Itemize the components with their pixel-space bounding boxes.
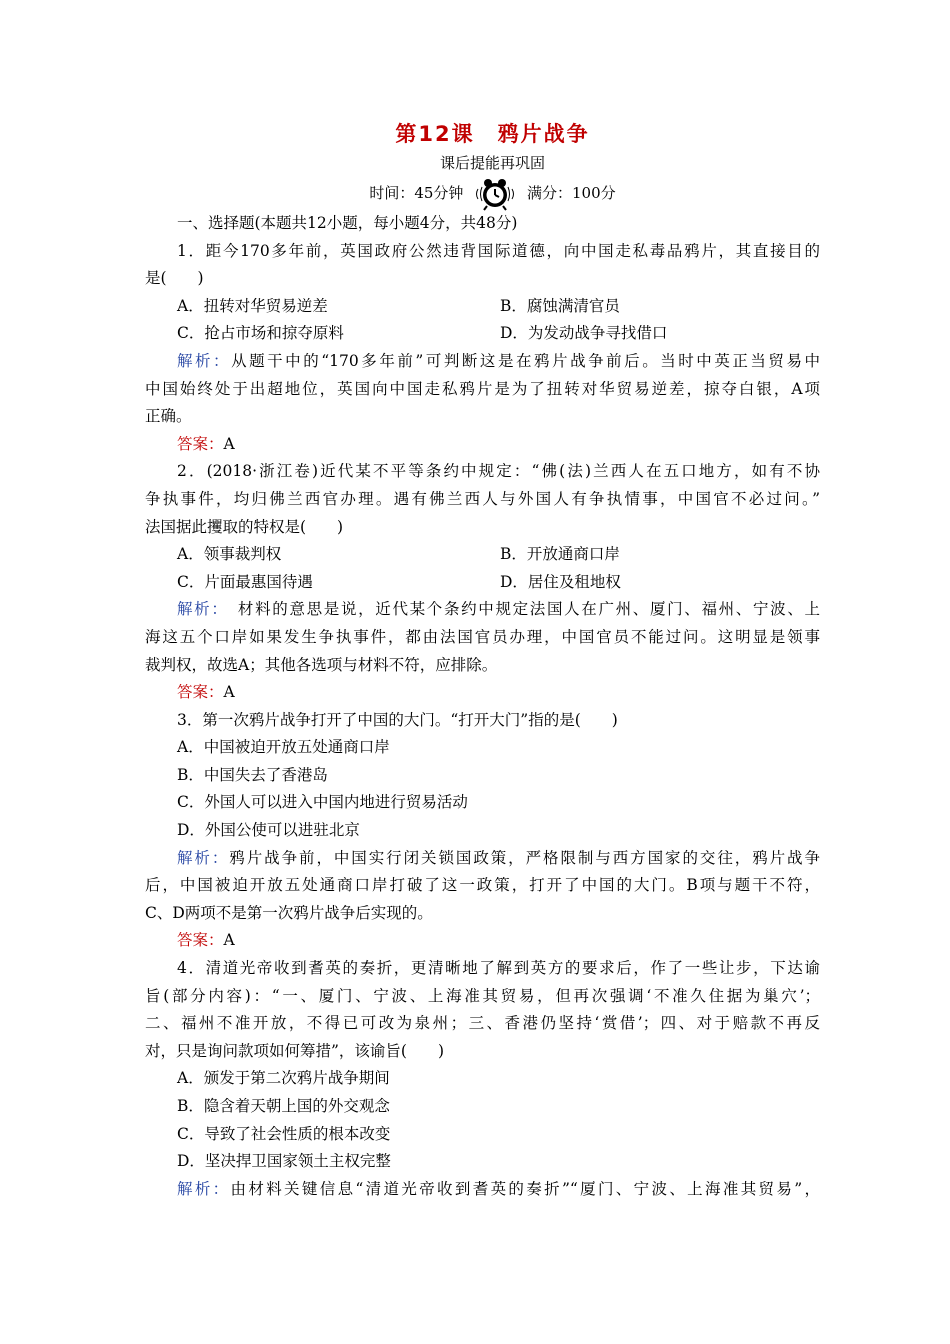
option-a: A．领事裁判权 xyxy=(177,545,282,564)
analysis-line: 中国始终处于出超地位，英国向中国走私鸦片是为了扭转对华贸易逆差，掠夺白银，A项 xyxy=(145,379,820,398)
option-d: D．外国公使可以进驻北京 xyxy=(177,821,360,840)
option-row xyxy=(145,293,820,321)
question-stem-line: 3．第一次鸦片战争打开了中国的大门。“打开大门”指的是( ) xyxy=(177,710,618,729)
time-label: 时间：45分钟 xyxy=(369,184,464,202)
option-d: D．居住及租地权 xyxy=(500,572,621,591)
analysis-line: C、D两项不是第一次鸦片战争后实现的。 xyxy=(145,903,433,922)
question-stem-line: 1．距今170多年前，英国政府公然违背国际道德，向中国走私毒品鸦片，其直接目的 xyxy=(177,241,820,260)
analysis-label: 解析： xyxy=(177,848,230,867)
answer-value: A xyxy=(223,683,235,702)
analysis-text: 从题干中的“170多年前”可判断这是在鸦片战争前后。当时中英正当贸易中 xyxy=(231,351,820,370)
answer-line xyxy=(145,431,820,459)
option-row xyxy=(145,569,820,597)
option-b: B．隐含着天朝上国的外交观念 xyxy=(177,1097,390,1115)
document-page xyxy=(145,118,820,1203)
option-c: C．片面最惠国待遇 xyxy=(177,572,313,591)
question-stem-line: 旨(部分内容)：“一、厦门、宁波、上海准其贸易，但再次强调‘不准久住据为巢穴’； xyxy=(145,986,820,1005)
question-stem-line: 法国据此攫取的特权是( ) xyxy=(145,517,344,536)
answer-label: 答案： xyxy=(177,434,224,453)
analysis-text: 材料的意思是说，近代某个条约中规定法国人在广州、厦门、福州、宁波、上 xyxy=(220,600,820,619)
question-4 xyxy=(145,955,820,1203)
analysis-line: 海这五个口岸如果发生争执事件，都由法国官员办理，中国官员不能过问。这明显是领事 xyxy=(145,627,820,646)
answer-label: 答案： xyxy=(177,683,224,702)
option-b: B．腐蚀满清官员 xyxy=(500,296,620,315)
option-c: C．外国人可以进入中国内地进行贸易活动 xyxy=(177,793,468,812)
analysis-label: 解析： xyxy=(177,600,221,619)
analysis-label: 解析： xyxy=(177,1179,231,1198)
analysis-text: 由材料关键信息“清道光帝收到耆英的奏折”“厦门、宁波、上海准其贸易”， xyxy=(230,1179,820,1198)
section-heading: 一、选择题(本题共12小题，每小题4分，共48分) xyxy=(177,214,518,232)
option-b: B．开放通商口岸 xyxy=(500,545,620,564)
question-stem-line: 二、福州不准开放，不得已可改为泉州；三、香港仍坚持‘赏借’；四、对于赔款不再反 xyxy=(145,1014,820,1033)
analysis-line: 正确。 xyxy=(145,407,192,426)
option-row xyxy=(145,320,820,348)
analysis-line xyxy=(145,348,820,376)
question-2 xyxy=(145,458,820,706)
option-c: C．导致了社会性质的根本改变 xyxy=(177,1124,391,1143)
answer-line xyxy=(145,927,820,955)
option-b: B．中国失去了香港岛 xyxy=(177,765,328,784)
analysis-text: 鸦片战争前，中国实行闭关锁国政策，严格限制与西方国家的交往，鸦片战争 xyxy=(229,848,820,867)
analysis-line xyxy=(145,596,820,624)
time-score-line xyxy=(165,176,820,210)
option-a: A．颁发于第二次鸦片战争期间 xyxy=(177,1069,390,1088)
analysis-line xyxy=(145,1176,820,1204)
question-stem-line: 对，只是询问款项如何筹措”，该谕旨( ) xyxy=(145,1041,445,1060)
alarm-clock-icon xyxy=(472,177,518,211)
analysis-line: 后，中国被迫开放五处通商口岸打破了这一政策，打开了中国的大门。B项与题干不符， xyxy=(145,876,820,895)
option-d: D．坚决捍卫国家领土主权完整 xyxy=(177,1152,391,1171)
answer-value: A xyxy=(223,931,235,950)
question-stem-line: 2．(2018·浙江卷)近代某不平等条约中规定：“佛(法)兰西人在五口地方，如有不协 xyxy=(177,462,820,481)
option-a: A．中国被迫开放五处通商口岸 xyxy=(177,738,390,757)
answer-line xyxy=(145,679,820,707)
analysis-line xyxy=(145,845,820,873)
option-d: D．为发动战争寻找借口 xyxy=(500,324,668,343)
score-label: 满分：100分 xyxy=(527,184,616,202)
page-subtitle: 课后提能再巩固 xyxy=(439,154,545,172)
question-3 xyxy=(145,707,820,955)
analysis-label: 解析： xyxy=(177,351,232,370)
page-title: 第12课 鸦片战争 xyxy=(395,122,590,146)
question-stem-line: 4．清道光帝收到耆英的奏折，更清晰地了解到英方的要求后，作了一些让步，下达谕 xyxy=(177,959,820,978)
option-c: C．抢占市场和掠夺原料 xyxy=(177,324,344,343)
option-a: A．扭转对华贸易逆差 xyxy=(177,296,328,315)
option-row xyxy=(145,541,820,569)
analysis-line: 裁判权，故选A；其他各选项与材料不符，应排除。 xyxy=(145,655,498,674)
question-1 xyxy=(145,238,820,459)
question-stem-line: 争执事件，均归佛兰西官办理。遇有佛兰西人与外国人有争执情事，中国官不必过问。” xyxy=(145,489,820,508)
answer-label: 答案： xyxy=(177,931,224,950)
answer-value: A xyxy=(223,434,235,453)
question-stem-line: 是( ) xyxy=(145,269,204,288)
